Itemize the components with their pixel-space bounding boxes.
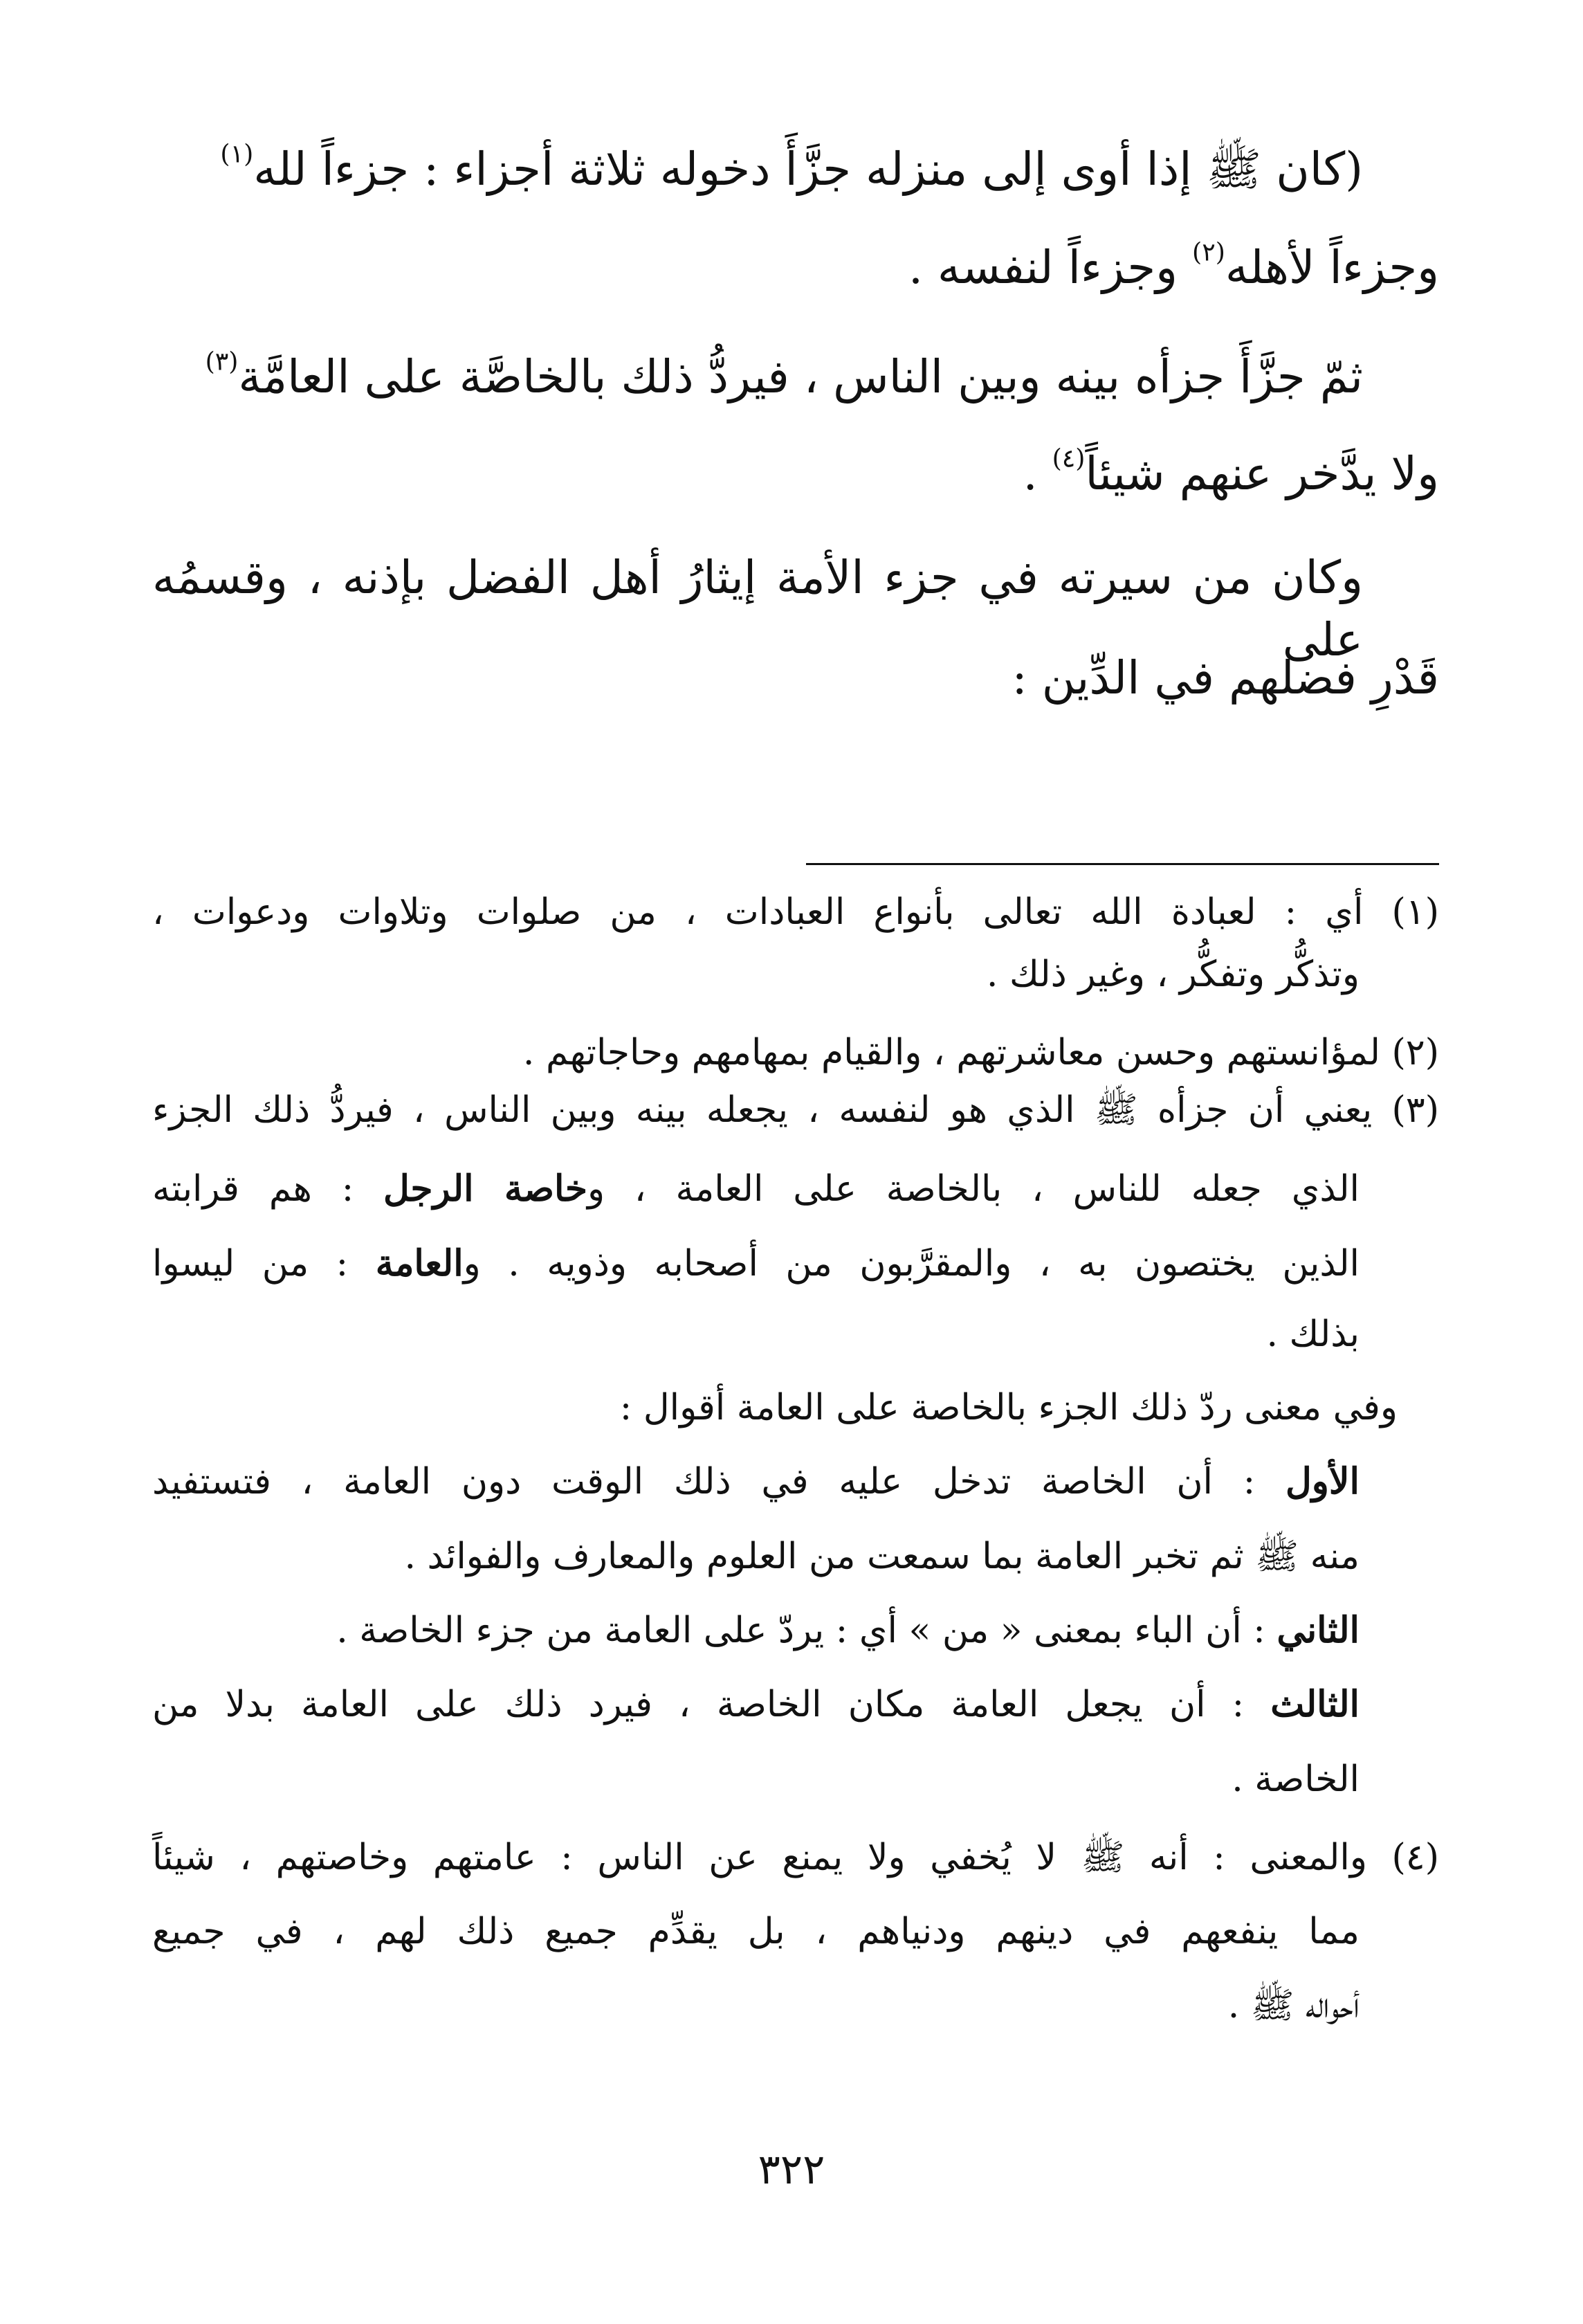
footnote-4-line-2: مما ينفعهم في دينهم ودنياهم ، بل يقدِّم جميع ذلك لهم ، في جميع (152, 1911, 1360, 1952)
footnote-text: : هم قرابته (152, 1168, 384, 1210)
footnote-4-line-1: (٤) والمعنى : أنه ﷺ لا يُخفي ولا يمنع عن الناس : عامتهم وخاصتهم ، شيئاً (152, 1837, 1440, 1878)
main-paragraph-3-line-1: وكان من سيرته في جزء الأمة إيثارُ أهل الفضل بإذنه ، وقسمُه على (152, 551, 1363, 666)
main-paragraph-1-line-2 (908, 237, 1439, 299)
footnote-ref-3: (٣) (205, 346, 239, 376)
footnote-3-line-3 (152, 1239, 1360, 1289)
bold-term: الأول (1285, 1460, 1360, 1503)
footnote-3-line-10: الخاصة . (1232, 1759, 1360, 1800)
footnote-separator (806, 863, 1439, 865)
main-paragraph-3-line-2: قَدْرِ فضلهم في الدِّين : (1012, 651, 1439, 705)
footnote-3-line-4: بذلك . (1266, 1314, 1360, 1355)
footnote-text: : أن يجعل العامة مكان الخاصة ، فيرد ذلك على العامة بدلا من (152, 1684, 1271, 1725)
footnote-text: : من ليسوا (152, 1243, 376, 1284)
footnote-3-line-5: وفي معنى ردّ ذلك الجزء بالخاصة على العامة أقوال : (619, 1387, 1398, 1428)
main-text: ثمّ جزَّأَ جزأه بينه وبين الناس ، فيردُّ ذلك بالخاصَّة على العامَّة (238, 350, 1363, 403)
main-text: وجزءاً لنفسه . (908, 241, 1178, 294)
footnote-3-line-2 (152, 1164, 1360, 1214)
bold-term: العامة (375, 1242, 464, 1284)
main-text: وجزءاً لأهله (1225, 241, 1439, 294)
main-text: ولا يدَّخر عنهم شيئاً (1085, 447, 1439, 500)
footnote-text: الذين يختصون به ، والمقرَّبون من أصحابه وذويه . و (463, 1243, 1360, 1284)
page-number: ٣٢٢ (758, 2145, 825, 2194)
footnote-ref-2: (٢) (1192, 237, 1225, 267)
footnote-3-line-1: (٣) يعني أن جزأه ﷺ الذي هو لنفسه ، يجعله بينه وبين الناس ، فيردُّ ذلك الجزء (152, 1089, 1439, 1131)
footnote-1-line-2: وتذكُّر وتفكُّر ، وغير ذلك . (986, 954, 1360, 995)
footnote-3-first-opinion (152, 1457, 1360, 1507)
footnote-1-line-1: (١) أي : لعبادة الله تعالى بأنواع العبادات ، من صلوات وتلاوات ودعوات ، (152, 891, 1439, 933)
main-text: . (1023, 447, 1038, 500)
bold-term: الثالث (1270, 1683, 1360, 1725)
footnote-2-line-1: (٢) لمؤانستهم وحسن معاشرتهم ، والقيام بمهامهم وحاجاتهم . (522, 1032, 1439, 1073)
bold-term: خاصة الرجل (383, 1168, 587, 1210)
main-paragraph-2-line-1 (205, 346, 1363, 408)
main-paragraph-2-line-2 (1023, 443, 1439, 505)
footnote-3-second-opinion (336, 1606, 1360, 1655)
bold-term: الثاني (1277, 1609, 1360, 1651)
footnote-3-third-opinion (152, 1680, 1360, 1730)
footnote-ref-4: (٤) (1052, 443, 1086, 473)
footnote-ref-1: (١) (220, 138, 254, 169)
footnote-text: : أن الباء بمعنى « من » أي : يردّ على العامة من جزء الخاصة . (336, 1610, 1277, 1651)
footnote-4-line-3: أحواله ﷺ . (1227, 1985, 1360, 2026)
footnote-3-line-7: منه ﷺ ثم تخبر العامة بما سمعت من العلوم والمعارف والفوائد . (404, 1536, 1360, 1577)
main-text: (كان ﷺ إذا أوى إلى منزله جزَّأَ دخوله ثلاثة أجزاء : جزءاً لله (253, 143, 1363, 196)
main-paragraph-1-line-1 (220, 138, 1363, 201)
footnote-text: : أن الخاصة تدخل عليه في ذلك الوقت دون العامة ، فتستفيد (152, 1461, 1285, 1503)
footnote-text: الذي جعله للناس ، بالخاصة على العامة ، و (587, 1168, 1360, 1210)
